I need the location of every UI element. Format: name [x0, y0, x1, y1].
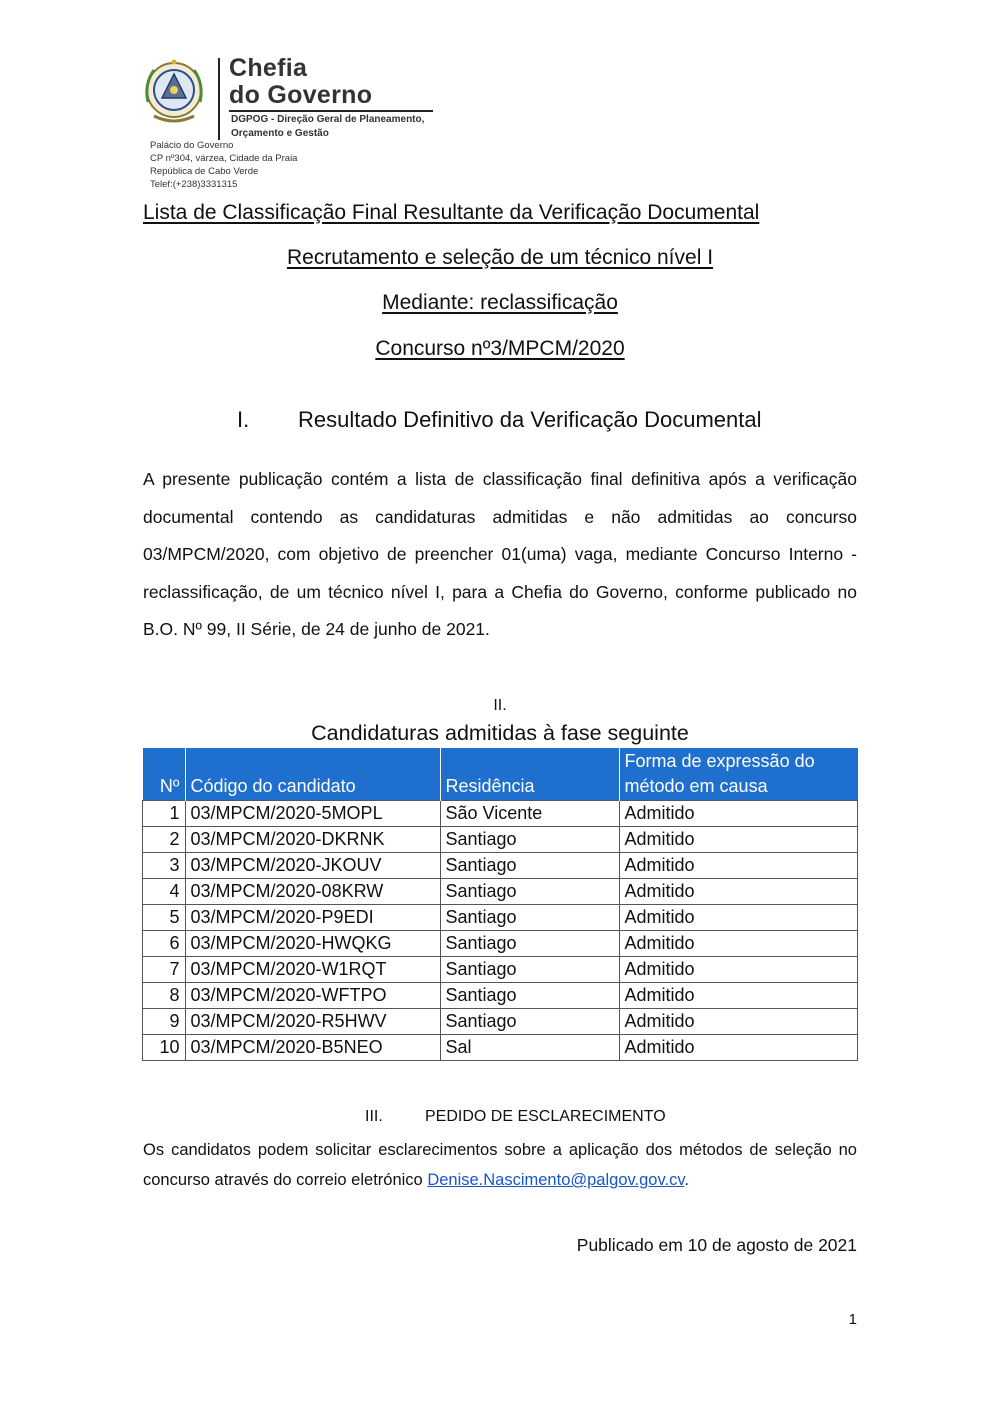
email-link[interactable]: Denise.Nascimento@palgov.gov.cv: [427, 1171, 685, 1189]
table-row: [143, 801, 858, 827]
section-1-number: I.: [237, 407, 250, 432]
cell-method: Admitido: [619, 1035, 858, 1061]
table-row: [143, 853, 858, 879]
section-1-heading: Resultado Definitivo da Verificação Documental: [298, 407, 762, 432]
cell-method: Admitido: [619, 853, 858, 879]
address-line: Palácio do Governo: [150, 140, 234, 151]
table-row: [143, 931, 858, 957]
table-row: [143, 905, 858, 931]
logo-title-line2: do Governo: [229, 81, 373, 109]
table-row: [143, 1035, 858, 1061]
cell-candidate-code: 03/MPCM/2020-08KRW: [185, 879, 440, 905]
table-row: [143, 879, 858, 905]
clarification-text: Os candidatos podem solicitar esclarecimentos sobre a aplicação dos métodos de seleção no concurso através do correio eletrónico: [143, 1141, 857, 1189]
cell-number: 6: [143, 931, 186, 957]
cell-method: Admitido: [619, 1009, 858, 1035]
cell-number: 2: [143, 827, 186, 853]
cell-candidate-code: 03/MPCM/2020-P9EDI: [185, 905, 440, 931]
cell-method: Admitido: [619, 983, 858, 1009]
document-title: Lista de Classificação Final Resultante da Verificação Documental: [143, 201, 760, 224]
cell-number: 9: [143, 1009, 186, 1035]
table-row: [143, 983, 858, 1009]
document-subtitle: Recrutamento e seleção de um técnico nível I: [286, 246, 714, 269]
cell-number: 3: [143, 853, 186, 879]
section-3-number: III.: [365, 1108, 383, 1125]
header-residence: Residência: [440, 748, 619, 801]
address-line: CP nº304, várzea, Cidade da Praia: [150, 153, 298, 164]
cell-candidate-code: 03/MPCM/2020-DKRNK: [185, 827, 440, 853]
cell-candidate-code: 03/MPCM/2020-B5NEO: [185, 1035, 440, 1061]
address-line: Telef:(+238)3331315: [150, 179, 238, 190]
cell-method: Admitido: [619, 879, 858, 905]
clarification-paragraph: [143, 1135, 857, 1195]
cell-number: 5: [143, 905, 186, 931]
cell-residence: Santiago: [440, 1009, 619, 1035]
header-candidate-code: Código do candidato: [185, 748, 440, 801]
section-2-heading: Candidaturas admitidas à fase seguinte: [311, 721, 689, 745]
page-number: 1: [848, 1311, 857, 1328]
logo-subtitle-line2: Orçamento e Gestão: [231, 128, 329, 139]
cell-candidate-code: 03/MPCM/2020-JKOUV: [185, 853, 440, 879]
table-row: [143, 957, 858, 983]
publication-date: Publicado em 10 de agosto de 2021: [576, 1235, 857, 1255]
cell-residence: Santiago: [440, 879, 619, 905]
cell-candidate-code: 03/MPCM/2020-WFTPO: [185, 983, 440, 1009]
cell-number: 8: [143, 983, 186, 1009]
cell-residence: Sal: [440, 1035, 619, 1061]
header-method: Forma de expressão do método em causa: [619, 748, 858, 801]
cell-method: Admitido: [619, 801, 858, 827]
cell-candidate-code: 03/MPCM/2020-R5HWV: [185, 1009, 440, 1035]
document-subtitle: Mediante: reclassificação: [382, 291, 618, 314]
cell-number: 7: [143, 957, 186, 983]
table-row: [143, 1009, 858, 1035]
cell-residence: Santiago: [440, 983, 619, 1009]
cell-candidate-code: 03/MPCM/2020-HWQKG: [185, 931, 440, 957]
cell-number: 1: [143, 801, 186, 827]
cell-residence: Santiago: [440, 853, 619, 879]
clarification-end: .: [684, 1171, 689, 1189]
cell-residence: Santiago: [440, 957, 619, 983]
address-line: República de Cabo Verde: [150, 166, 259, 177]
cell-method: Admitido: [619, 827, 858, 853]
coat-of-arms-seal-icon: [140, 56, 214, 134]
header-logo: [140, 52, 440, 192]
logo-subtitle-line1: DGPOG - Direção Geral de Planeamento,: [231, 114, 425, 125]
cell-number: 10: [143, 1035, 186, 1061]
cell-candidate-code: 03/MPCM/2020-W1RQT: [185, 957, 440, 983]
cell-residence: Santiago: [440, 827, 619, 853]
table-row: [143, 827, 858, 853]
table-header-row: [143, 748, 858, 801]
cell-method: Admitido: [619, 957, 858, 983]
section-3-heading: PEDIDO DE ESCLARECIMENTO: [425, 1108, 666, 1125]
cell-method: Admitido: [619, 905, 858, 931]
cell-residence: São Vicente: [440, 801, 619, 827]
candidates-table: [142, 748, 858, 1061]
contest-number: Concurso nº3/MPCM/2020: [375, 337, 625, 360]
cell-residence: Santiago: [440, 931, 619, 957]
section-2-number: II.: [493, 697, 507, 714]
logo-title-line1: Chefia: [229, 54, 308, 82]
cell-residence: Santiago: [440, 905, 619, 931]
cell-candidate-code: 03/MPCM/2020-5MOPL: [185, 801, 440, 827]
header-number: Nº: [143, 748, 186, 801]
section-1-paragraph: A presente publicação contém a lista de classificação final definitiva após a verificação documental contendo as candidaturas admitidas e não admitidas ao concurso 03/MPCM/2020, com objetivo de preencher 01(uma) vaga, mediante Concurso Interno - reclassificação, de um técnico nível I, para a Chefia do Governo, conforme publicado no B.O. Nº 99, II Série, de 24 de junho de 2021.: [143, 469, 857, 639]
cell-number: 4: [143, 879, 186, 905]
cell-method: Admitido: [619, 931, 858, 957]
